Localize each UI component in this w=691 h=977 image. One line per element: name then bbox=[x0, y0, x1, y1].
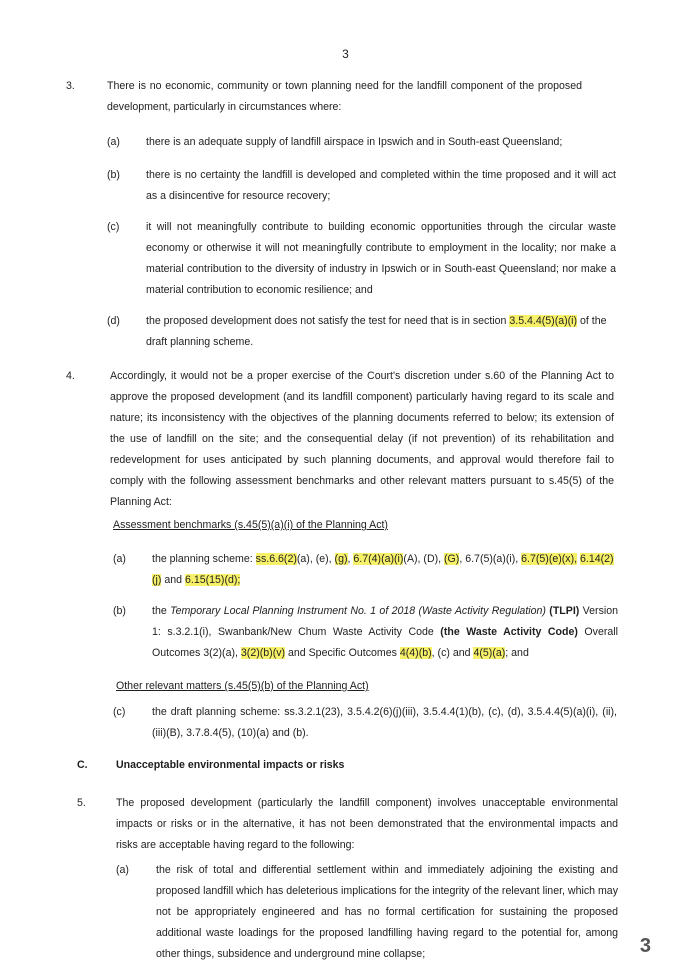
item-4b-text: the Temporary Local Planning Instrument No. 1 of 2018 (Waste Activity Regulation) (TLPI) Version 1: s.3.2.1(i), Swanbank/New Chum Waste Activity Code (the Waste Activity Code) Overall Outcomes 3(2)(a), 3(2)(b)(v) and Specific Outcomes 4(4)(b), (c) and 4(5)(a); and bbox=[152, 605, 618, 659]
highlight: (g) bbox=[334, 553, 348, 565]
highlight: (G) bbox=[444, 553, 460, 565]
section-label: C. bbox=[77, 759, 88, 771]
corner-page-number: 3 bbox=[639, 935, 651, 957]
item-label: (c) bbox=[107, 221, 120, 233]
section-title: Unacceptable environmental impacts or risks bbox=[116, 759, 345, 771]
item-label: (a) bbox=[116, 864, 129, 876]
item-label: (a) bbox=[107, 136, 120, 148]
highlight: ss.6.6(2) bbox=[255, 553, 297, 565]
highlight: 6.15(15)(d); bbox=[184, 574, 241, 586]
highlight: 4(5)(a) bbox=[473, 647, 506, 659]
item-4c-text: the draft planning scheme: ss.3.2.1(23), 3.5.4.2(6)(j)(iii), 3.5.4.4(1)(b), (c), (d), 3.5.4.4(5)(a)(i), (ii), (iii)(B), 3.7.8.4(5), (10)(a) and (b). bbox=[152, 706, 617, 739]
item-label: (c) bbox=[113, 706, 126, 718]
item-4a-text: the planning scheme: ss.6.6(2)(a), (e), (g), 6.7(4)(a)(i)(A), (D), (G), 6.7(5)(a)(i), 6.7(5)(e)(x), 6.14(2)(j) and 6.15(15)(d); bbox=[152, 553, 614, 586]
highlight: 6.7(5)(e)(x), bbox=[521, 553, 578, 565]
item-label: (a) bbox=[113, 553, 126, 565]
highlight: 6.14(2)(j) bbox=[152, 553, 614, 586]
assessment-benchmarks-heading: Assessment benchmarks (s.45(5)(a)(i) of the Planning Act) bbox=[113, 519, 388, 531]
highlight: 3.5.4.4(5)(a)(i) bbox=[509, 315, 578, 327]
item-label: (d) bbox=[107, 315, 120, 327]
item-label: (b) bbox=[113, 605, 126, 617]
other-relevant-matters-heading: Other relevant matters (s.45(5)(b) of the Planning Act) bbox=[116, 680, 369, 692]
paragraph-number: 5. bbox=[77, 797, 86, 809]
page-number: 3 bbox=[342, 47, 349, 61]
item-3d-text: the proposed development does not satisfy the test for need that is in section 3.5.4.4(5)(a)(i) of the draft planning scheme. bbox=[146, 315, 607, 348]
highlight: 4(4)(b) bbox=[399, 647, 432, 659]
paragraph-4-text: Accordingly, it would not be a proper exercise of the Court's discretion under s.60 of the Planning Act to approve the proposed development (and its landfill component) particularly having regard to its scale and nature; its inconsistency with the objectives of the planning documents referred to below; its extension of the use of landfill on the site; and the consequential delay (if not prevention) of its rehabilitation and redevelopment for uses anticipated by such planning documents, and approval would therefore fail to comply with the following assessment benchmarks and other relevant matters pursuant to s.45(5) of the Planning Act: bbox=[110, 370, 614, 508]
item-3a-text: there is an adequate supply of landfill airspace in Ipswich and in South-east Queensland; bbox=[146, 136, 563, 148]
highlight: 6.7(4)(a)(i) bbox=[353, 553, 404, 565]
paragraph-3-text: There is no economic, community or town planning need for the landfill component of the proposed development, particularly in circumstances where: bbox=[107, 80, 582, 113]
paragraph-number: 3. bbox=[66, 80, 75, 92]
paragraph-5-text: The proposed development (particularly the landfill component) involves unacceptable environmental impacts or risks or in the alternative, it has not been demonstrated that the environmental impacts and risks are acceptable having regard to the following: bbox=[116, 797, 618, 851]
highlight: 3(2)(b)(v) bbox=[240, 647, 286, 659]
item-3c-text: it will not meaningfully contribute to building economic opportunities through the circular waste economy or otherwise it will not meaningfully contribute to employment in the locality; nor make a material contribution to the diversity of industry in Ipswich or in South-east Queensland; nor make a material contribution to economic resilience; and bbox=[146, 221, 616, 296]
item-5a-text: the risk of total and differential settlement within and immediately adjoining the existing and proposed landfill which has deleterious implications for the integrity of the relevant liner, which may not be appropriately engineered and has no formal certification for sustaining the proposed additional waste loadings for the proposed landfilling having regard to the potential for, among other things, subsidence and underground mine collapse; bbox=[156, 864, 618, 960]
item-3b-text: there is no certainty the landfill is developed and completed within the time proposed and it will act as a disincentive for resource recovery; bbox=[146, 169, 616, 202]
paragraph-number: 4. bbox=[66, 370, 75, 382]
item-label: (b) bbox=[107, 169, 120, 181]
